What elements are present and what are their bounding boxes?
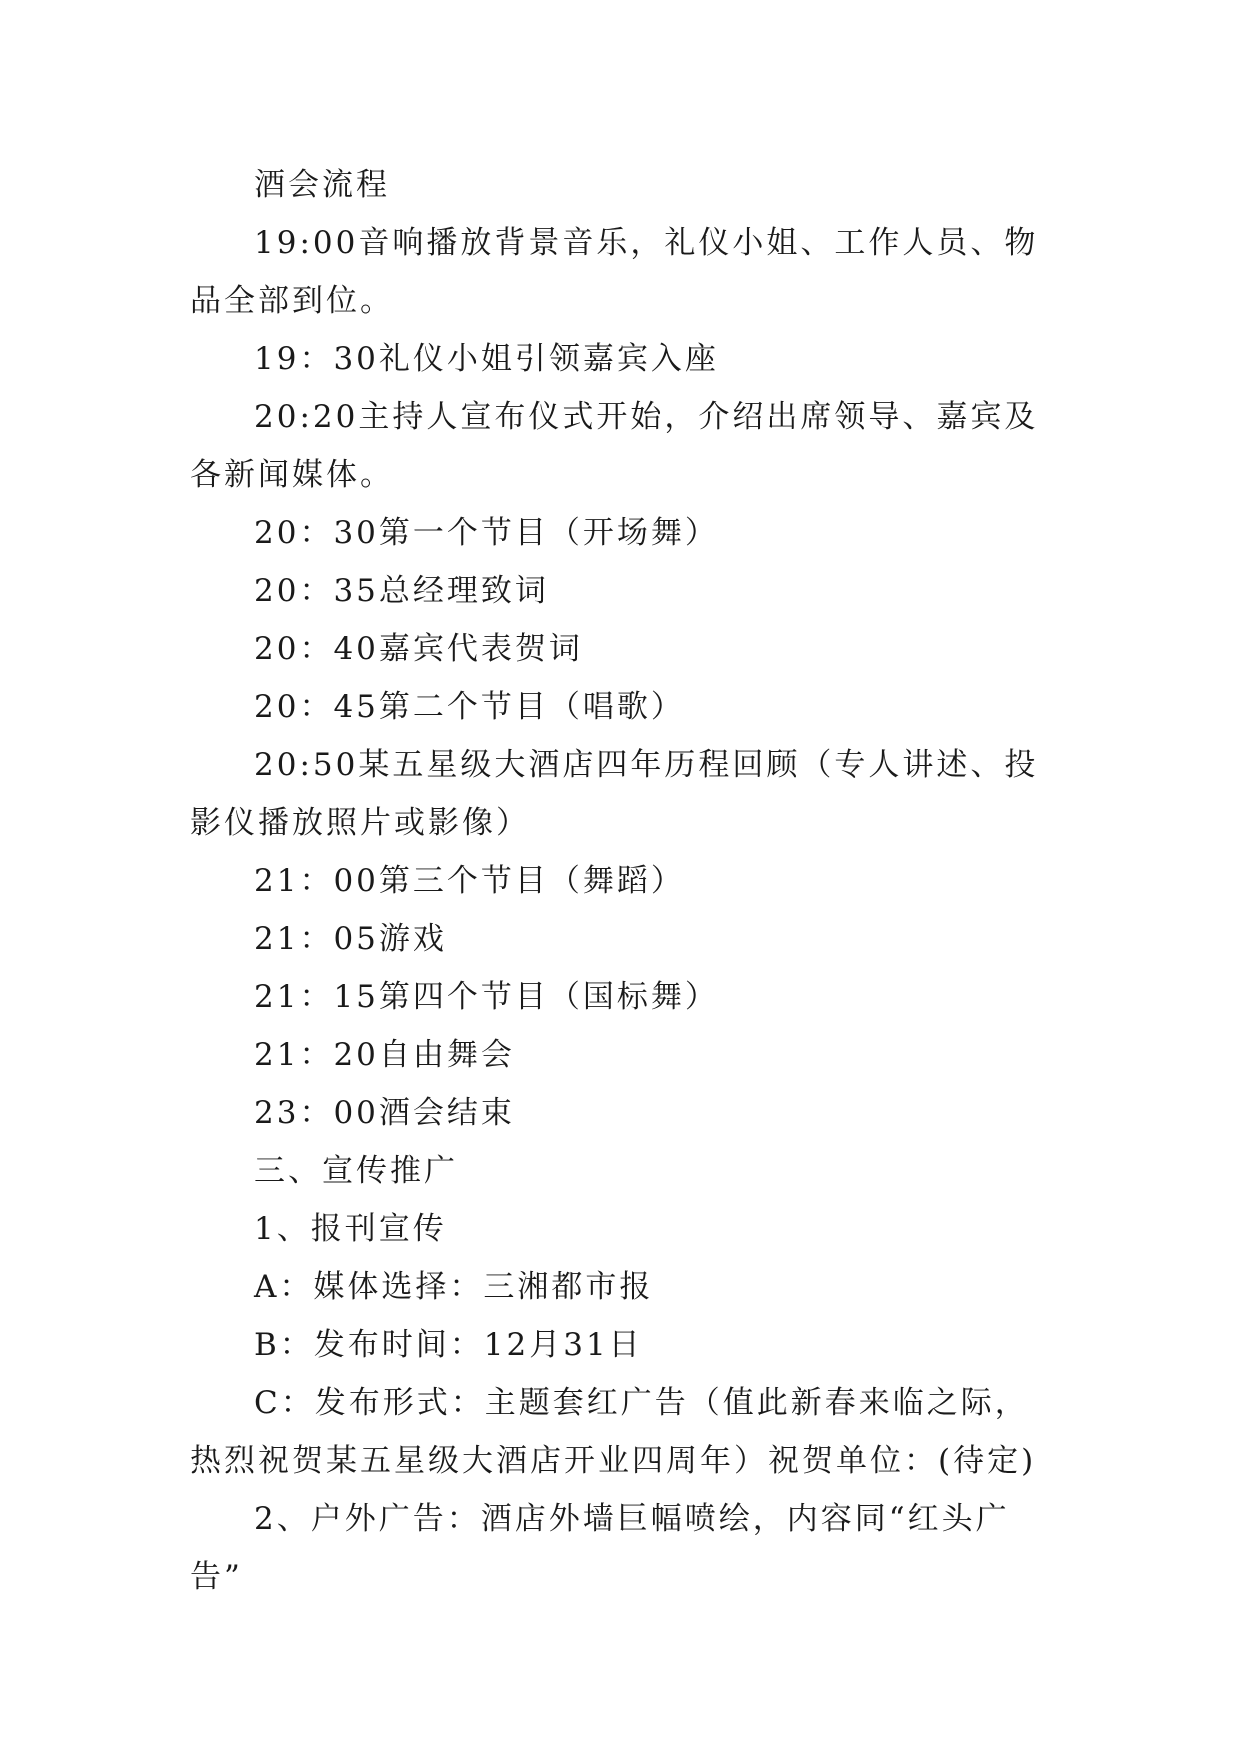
paragraph-schedule-2115: 21：15第四个节目（国标舞）: [254, 979, 719, 1015]
document-page: [190, 156, 1052, 1606]
paragraph-release-format: C：发布形式：主题套红广告（值此新春来临之际，热烈祝贺某五星级大酒店开业四周年）祝贺单位：(待定): [190, 1385, 1037, 1479]
paragraph-schedule-2040: 20：40嘉宾代表贺词: [254, 631, 583, 667]
paragraph-release-time: B：发布时间：12月31日: [254, 1327, 643, 1363]
paragraph-schedule-2105: 21：05游戏: [254, 921, 447, 957]
paragraph-section-title: 酒会流程: [254, 167, 390, 203]
paragraph-schedule-2020: 20:20主持人宣布仪式开始，介绍出席领导、嘉宾及各新闻媒体。: [190, 399, 1039, 493]
paragraph-heading-promotion: 三、宣传推广: [254, 1153, 458, 1189]
paragraph-schedule-2030: 20：30第一个节目（开场舞）: [254, 515, 719, 551]
paragraph-schedule-2300: 23：00酒会结束: [254, 1095, 515, 1131]
paragraph-outdoor-ad: 2、户外广告：酒店外墙巨幅喷绘，内容同“红头广告”: [190, 1501, 1010, 1595]
paragraph-media-choice: A：媒体选择：三湘都市报: [254, 1269, 654, 1305]
paragraph-schedule-2045: 20：45第二个节目（唱歌）: [254, 689, 685, 725]
paragraph-schedule-2050: 20:50某五星级大酒店四年历程回顾（专人讲述、投影仪播放照片或影像）: [190, 747, 1039, 841]
paragraph-schedule-2100: 21：00第三个节目（舞蹈）: [254, 863, 685, 899]
paragraph-schedule-1930: 19：30礼仪小姐引领嘉宾入座: [254, 341, 719, 377]
paragraph-schedule-2120: 21：20自由舞会: [254, 1037, 515, 1073]
paragraph-schedule-2035: 20：35总经理致词: [254, 573, 549, 609]
paragraph-newspaper-promo: 1、报刊宣传: [254, 1211, 447, 1247]
paragraph-schedule-1900: 19:00音响播放背景音乐，礼仪小姐、工作人员、物品全部到位。: [190, 225, 1039, 319]
